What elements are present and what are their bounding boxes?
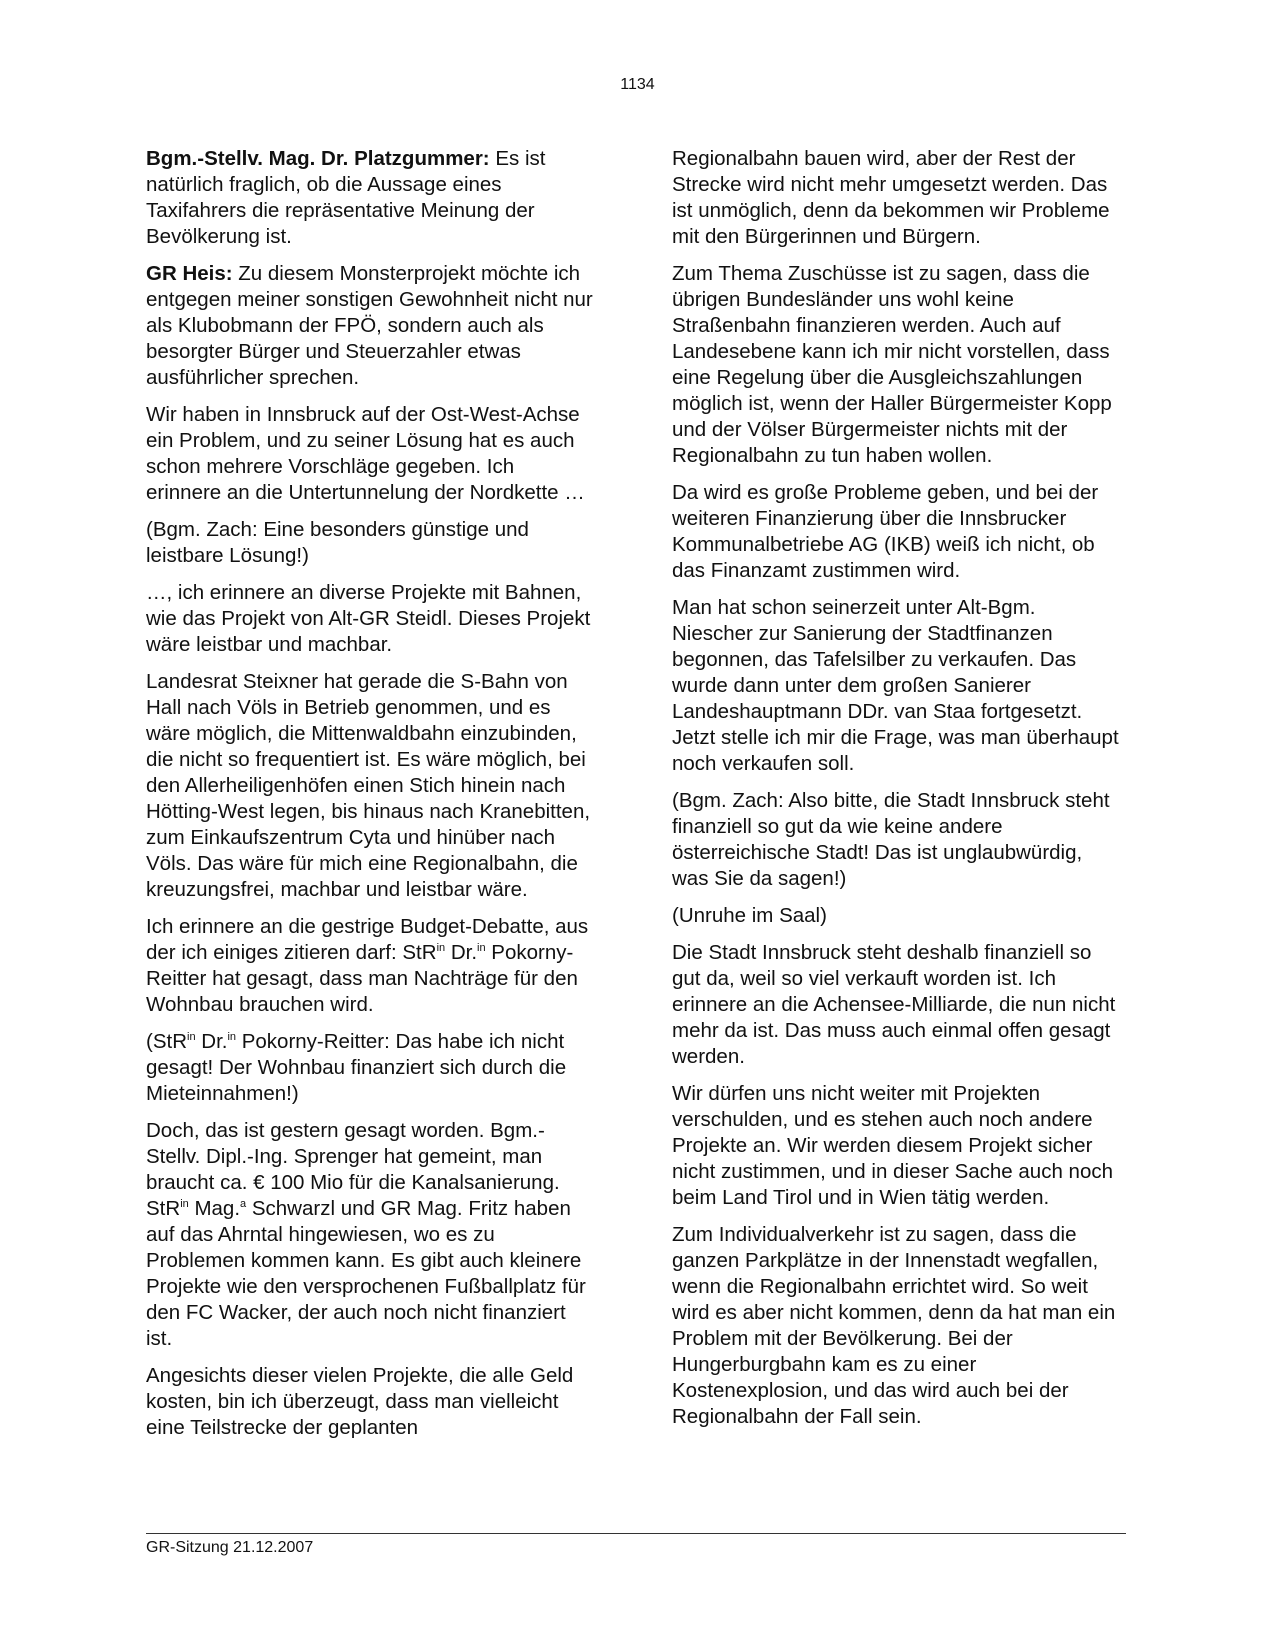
footer-divider xyxy=(146,1533,1126,1534)
paragraph: Ich erinnere an die gestrige Budget-Debatte, aus der ich einiges zitieren darf: StR$^{in}$ Dr.$^{in}$ Pokorny-Reitter hat gesagt, dass man Nachträge für den Wohnbau brauchen wird. xyxy=(146,915,589,1016)
interjection: (Bgm. Zach: Eine besonders günstige und leistbare Lösung!) xyxy=(146,518,529,567)
speaker-name: Bgm.-Stellv. Mag. Dr. Platzgummer: xyxy=(146,147,490,170)
paragraph: Landesrat Steixner hat gerade die S-Bahn von Hall nach Völs in Betrieb genommen, und es wäre möglich, die Mittenwaldbahn einzubinden, die nicht so frequentiert ist. Es wäre möglich, bei den Allerheiligenhöfen einen Stich hinein nach Hötting-West legen, bis hinaus nach Kranebitten, zum Einkaufszentrum Cyta und hinüber nach Völs. Das wäre für mich eine Regionalbahn, die kreuzungsfrei, machbar und leistbar wäre. xyxy=(146,670,591,901)
speech-text: Zu diesem Monsterprojekt möchte ich entgegen meiner sonstigen Gewohnheit nicht nur als Klubobmann der FPÖ, sondern auch als besorgter Bürger und Steuerzahler etwas ausführlicher sprechen. xyxy=(146,262,593,389)
paragraph: Regionalbahn bauen wird, aber der Rest der Strecke wird nicht mehr umgesetzt werden. Das ist unmöglich, denn da bekommen wir Probleme mit den Bürgerinnen und Bürgern. xyxy=(672,147,1110,248)
footer-session-date: GR-Sitzung 21.12.2007 xyxy=(146,1539,314,1556)
paragraph: Doch, das ist gestern gesagt worden. Bgm.-Stellv. Dipl.-Ing. Sprenger hat gemeint, man braucht ca. € 100 Mio für die Kanalsanierung. StR$^{in}$ Mag.$^a$ Schwarzl und GR Mag. Fritz haben auf das Ahrntal hingewiesen, wo es zu Problemen kommen kann. Es gibt auch kleinere Projekte wie den versprochenen Fußballplatz für den FC Wacker, der auch noch nicht finanziert ist. xyxy=(146,1119,586,1350)
interjection: (Unruhe im Saal) xyxy=(672,904,827,927)
paragraph: Da wird es große Probleme geben, und bei der weiteren Finanzierung über die Innsbrucker Kommunalbetriebe AG (IKB) weiß ich nicht, ob das Finanzamt zustimmen wird. xyxy=(672,481,1099,582)
page-number: 1134 xyxy=(620,76,655,93)
paragraph: Zum Individualverkehr ist zu sagen, dass die ganzen Parkplätze in der Innenstadt wegfallen, wenn die Regionalbahn errichtet wird. So weit wird es aber nicht kommen, denn da hat man ein Problem mit der Bevölkerung. Bei der Hungerburgbahn kam es zu einer Kostenexplosion, und das wird auch bei der Regionalbahn der Fall sein. xyxy=(672,1223,1116,1428)
paragraph: Man hat schon seinerzeit unter Alt-Bgm. Niescher zur Sanierung der Stadtfinanzen begonnen, das Tafelsilber zu verkaufen. Das wurde dann unter dem großen Sanierer Landeshauptmann DDr. van Staa fortgesetzt. Jetzt stelle ich mir die Frage, was man überhaupt noch verkaufen soll. xyxy=(672,596,1119,775)
right-column xyxy=(672,146,1120,1441)
paragraph: …, ich erinnere an diverse Projekte mit Bahnen, wie das Projekt von Alt-GR Steidl. Dieses Projekt wäre leistbar und machbar. xyxy=(146,581,591,656)
paragraph xyxy=(146,261,594,391)
interjection: (Bgm. Zach: Also bitte, die Stadt Innsbruck steht finanziell so gut da wie keine andere österreichische Stadt! Das ist unglaubwürdig, was Sie da sagen!) xyxy=(672,789,1110,890)
paragraph: Zum Thema Zuschüsse ist zu sagen, dass die übrigen Bundesländer uns wohl keine Straßenbahn finanzieren werden. Auch auf Landesebene kann ich mir nicht vorstellen, dass eine Regelung über die Ausgleichszahlungen möglich ist, wenn der Haller Bürgermeister Kopp und der Völser Bürgermeister nichts mit der Regionalbahn zu tun haben wollen. xyxy=(672,262,1112,467)
paragraph xyxy=(146,146,594,250)
paragraph: Wir haben in Innsbruck auf der Ost-West-Achse ein Problem, und zu seiner Lösung hat es auch schon mehrere Vorschläge gegeben. Ich erinnere an die Untertunnelung der Nordkette … xyxy=(146,403,585,504)
interjection: (StR$^{in}$ Dr.$^{in}$ Pokorny-Reitter: Das habe ich nicht gesagt! Der Wohnbau finanziert sich durch die Mieteinnahmen!) xyxy=(146,1030,567,1105)
speech-text: Es ist natürlich fraglich, ob die Aussage eines Taxifahrers die repräsentative Meinung der Bevölkerung ist. xyxy=(146,147,546,248)
paragraph: Angesichts dieser vielen Projekte, die alle Geld kosten, bin ich überzeugt, dass man vielleicht eine Teilstrecke der geplanten xyxy=(146,1364,574,1439)
speaker-name: GR Heis: xyxy=(146,262,233,285)
paragraph: Wir dürfen uns nicht weiter mit Projekten verschulden, und es stehen auch noch andere Projekte an. Wir werden diesem Projekt sicher nicht zustimmen, und in dieser Sache auch noch beim Land Tirol und in Wien tätig werden. xyxy=(672,1082,1114,1209)
left-column xyxy=(146,146,594,1452)
paragraph: Die Stadt Innsbruck steht deshalb finanziell so gut da, weil so viel verkauft worden ist. Ich erinnere an die Achensee-Milliarde, die nun nicht mehr da ist. Das muss auch einmal offen gesagt werden. xyxy=(672,941,1116,1068)
